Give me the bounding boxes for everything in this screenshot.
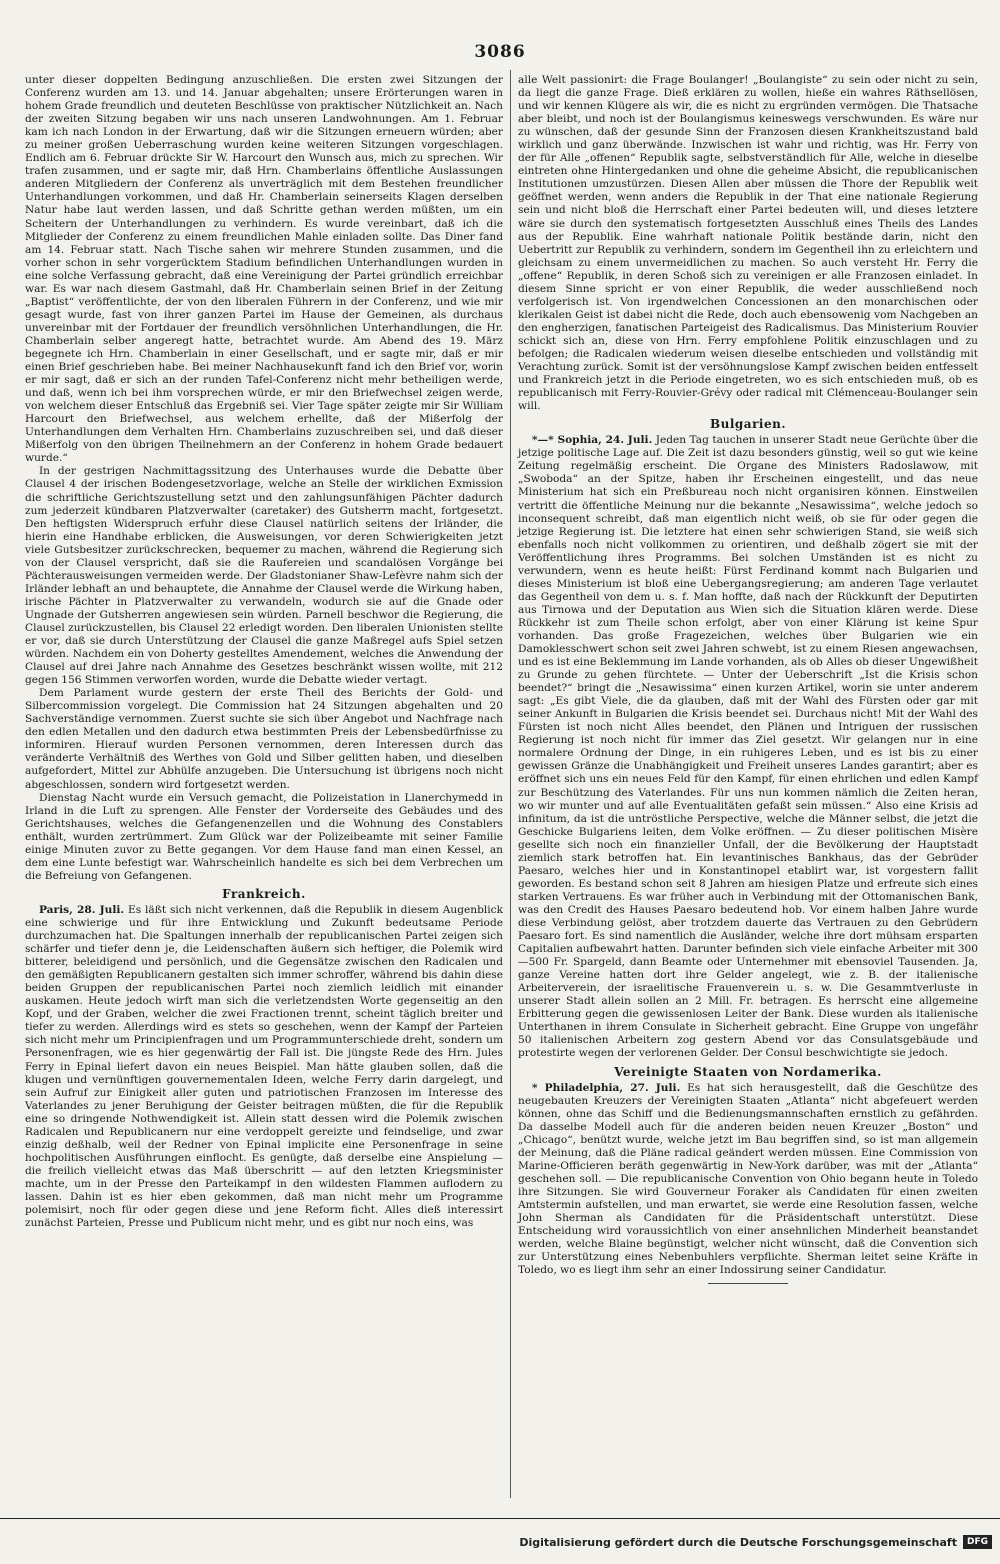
page-number: 3086 — [474, 42, 526, 62]
article-paragraph: Dem Parlament wurde gestern der erste Theil des Berichts der Gold- und Silbercommission vorgelegt. Die Commission hat 24 Sitzungen abgehalten und 20 Sachverständige vernommen. Zuerst suchte sie sich über Angebot und Nachfrage nach den edlen Metallen und den dadurch etwa bestimmten Preis der Lebensbedürfnisse zu informiren. Hierauf wurden Personen vernommen, deren Interessen durch das veränderte Verhältniß des Werthes von Gold und Silber gelitten haben, und dieselben aufgefordert, Mittel zur Abhülfe anzugeben. Die Untersuchung ist übrigens noch nicht abgeschlossen, sondern wird fortgesetzt werden. — [25, 687, 503, 791]
article-paragraph: Dienstag Nacht wurde ein Versuch gemacht, die Polizeistation in Llanerchymedd in Irland in die Luft zu sprengen. Alle Fenster der Vorderseite des Gebäudes und des Gerichtshauses, welches die Gefangenenzellen und die Wohnung des Constablers enthält, wurden zertrümmert. Zum Glück war der Polizeibeamte mit seiner Familie einige Minuten zuvor zu Bette gegangen. Vor dem Hause fand man einen Kessel, an dem eine Lunte befestigt war. Wahrscheinlich handelte es sich bei dem Verbrechen um die Befreiung von Gefangenen. — [25, 791, 503, 882]
dateline: *—* Sophia, 24. Juli. — [532, 434, 653, 447]
end-rule — [708, 1283, 788, 1284]
section-heading-usa: Vereinigte Staaten von Nordamerika. — [614, 1064, 882, 1079]
article-paragraph: alle Welt passionirt: die Frage Boulanger! „Boulangiste“ zu sein oder nicht zu sein, da liegt die ganze Frage. Dieß erklären zu wollen, hieße ein wahres Räthsellösen, und wir kennen Klügere als wir, die es nicht zu ergründen vermögen. Die Thatsache aber bleibt, und noch ist der Boulangismus keineswegs verschwunden. Es wäre nur zu wünschen, daß der gesunde Sinn der Franzosen diesen Krankheitszustand bald wirklich und ganz überwände. Inzwischen ist wahr und richtig, was Hr. Ferry von der für Alle „offenen“ Republik sagte, selbstverständlich für Alle, welche in dieselbe eintreten ohne Hintergedanken und ohne die geheime Absicht, die republicanischen Institutionen umzustürzen. Diesen Allen aber müssen die Thore der Republik weit geöffnet werden, wenn anders die Republik in der That eine nationale Regierung sein und nicht bloß die Herrschaft einer Partei bedeuten will, und dieses letztere wäre sie durch den systematisch fortgesetzten Ausschluß eines Theils des Landes aus der Republik. Eine wahrhaft nationale Politik bestände darin, nicht den Uebertritt zur Republik zu verhindern, sondern im Gegentheil ihn zu erleichtern und gleichsam zu einem unvermeidlichen zu machen. So auch versteht Hr. Ferry die „offene“ Republik, in deren Schoß sich zu vereinigen er alle Franzosen einladet. In diesem Sinne spricht er von einer Republik, die weder ausschließend noch verfolgerisch ist. Von irgendwelchen Concessionen an den monarchischen oder klerikalen Geist ist dabei nicht die Rede, doch auch ebensowenig vom Nachgeben an den engherzigen, fanatischen Parteigeist des Radicalismus. Das Ministerium Rouvier schickt sich an, diese von Hrn. Ferry empfohlene Politik einzuschlagen und zu befolgen; die Radicalen wiederum weisen dieselbe entschieden und vollständig mit Verachtung zurück. Somit ist der versöhnungslose Kampf zwischen beiden entfesselt und Frankreich jetzt in die Periode eingetreten, wo es sich entschieden muß, ob es republicanisch mit Ferry-Rouvier-Grévy oder radical mit Clémenceau-Boulanger sein will. — [518, 74, 978, 413]
footer-text: Digitalisierung gefördert durch die Deutsche Forschungsgemeinschaft — [519, 1535, 957, 1549]
section-heading-frankreich: Frankreich. — [222, 886, 306, 901]
article-paragraph — [25, 904, 503, 1230]
left-column — [25, 74, 503, 1230]
article-paragraph: unter dieser doppelten Bedingung anzuschließen. Die ersten zwei Sitzungen der Conferenz wurden am 13. und 14. Januar abgehalten; unsere Erörterungen waren in hohem Grade freundlich und deuteten Beschlüsse von praktischer Nützlichkeit an. Nach der zweiten Sitzung begaben wir uns nach unseren Landwohnungen. Am 1. Februar kam ich nach London in der Erwartung, daß wir die Sitzungen erneuern würden; aber zu meiner großen Ueberraschung wurden keine weiteren Sitzungen vorgeschlagen. Endlich am 6. Februar drückte Sir W. Harcourt den Wunsch aus, mich zu sprechen. Wir trafen zusammen, und er sagte mir, daß Hrn. Chamberlains öffentliche Auslassungen anderen Mitgliedern der Conferenz als unverträglich mit dem Bestehen freundlicher Unterhandlungen vorkommen, und daß Hr. Chamberlain seinerseits Klagen derselben Natur habe laut werden lassen, und daß Schritte gethan werden müßten, um ein Scheitern der Unterhandlungen zu verhindern. Es wurde vereinbart, daß ich die Mitglieder der Conferenz zu einem freundlichen Mahle einladen sollte. Das Diner fand am 14. Februar statt. Nach Tische sahen wir mehrere Stunden zusammen, und die vorher schon in sehr vorgerücktem Stadium befindlichen Unterhandlungen wurden in eine solche Verfassung gebracht, daß eine Vereinigung der Partei gründlich erreichbar war. Es war nach diesem Gastmahl, daß Hr. Chamberlain seinen Brief in der Zeitung „Baptist“ veröffentlichte, der von den liberalen Führern in der Conferenz, und wie mir gesagt wurde, fast von ihrer ganzen Partei im Hause der Gemeinen, als durchaus unvereinbar mit der Fortdauer der freundlich versöhnlichen Unterhandlungen, die Hr. Chamberlain selber angeregt hatte, betrachtet wurde. Am Abend des 19. März begegnete ich Hrn. Chamberlain in einer Gesellschaft, und er sagte mir, daß er mir einen Brief geschrieben habe. Bei meiner Nachhausekunft fand ich den Brief vor, worin er mir sagt, daß er sich an der runden Tafel-Conferenz nicht mehr betheiligen werde, und daß, wenn ich bei ihm vorsprechen würde, er mir den Briefwechsel zeigen werde, von welchem dieser Entschluß das Ergebniß sei. Vier Tage später zeigte mir Sir William Harcourt den Briefwechsel, aus welchem erhellte, daß der Mißerfolg der Unterhandlungen dem Verhalten Hrn. Chamberlains zuzuschreiben sei, und daß dieser Mißerfolg von den übrigen Theilnehmern an der Conferenz in hohem Grade bedauert wurde.“ — [25, 74, 503, 465]
footer-divider — [0, 1518, 1000, 1519]
footer — [519, 1535, 992, 1549]
article-paragraph — [518, 434, 978, 1060]
article-text: Jeden Tag tauchen in unserer Stadt neue Gerüchte über die jetzige politische Lage auf. Die Zeit ist dazu besonders günstig, weil so gut wie keine Zeitung regelmäßig erscheint. Die Organe des Ministers Radoslawow, mit „Swoboda“ an der Spitze, haben ihr Erscheinen eingestellt, und das neue Ministerium hat sich ein Preßbureau noch nicht organisiren können. Einstweilen vertritt die öffentliche Meinung nur die bekannte „Nesawissima“, welche jedoch so inconsequent schreibt, daß man eigentlich nicht weiß, ob sie für oder gegen die jetzige Regierung ist. Die letztere hat einen sehr schwierigen Stand, sie weiß sich ebenfalls noch nicht vollkommen zu orientiren, und deßhalb zögert sie mit der Veröffentlichung ihres Programms. Bei solchen Umständen ist es nicht zu verwundern, wenn es heute heißt: Fürst Ferdinand kommt nach Bulgarien und dieses Ministerium ist bloß eine Uebergangsregierung; am anderen Tage verlautet das Gegentheil von dem u. s. f. Man hoffte, daß nach der Rückkunft der Deputirten aus Tirnowa und der Deputation aus Wien sich die Situation klären werde. Diese Rückkehr ist zum Theile schon erfolgt, aber von einer Klärung ist keine Spur vorhanden. Das große Fragezeichen, welches über Bulgarien wie ein Damoklesschwert schon seit zwei Jahren schwebt, ist zu einem Riesen angewachsen, und es ist eine Beklemmung im Lande vorhanden, als ob Alles ob dieser Ungewißheit zu Grunde zu gehen fürchtete. — Unter der Ueberschrift „Ist die Krisis schon beendet?“ bringt die „Nesawissima“ einen kurzen Artikel, worin sie unter anderem sagt: „Es gibt Viele, die da glauben, daß mit der Wahl des Fürsten oder gar mit seiner Ankunft in Bulgarien die Krisis beendet sei. Durchaus nicht! Mit der Wahl des Fürsten ist noch nicht Alles beendet, den Plänen und Intriguen der russischen Regierung ist noch nicht für immer das Ziel gesetzt. Wir gelangen nur in eine normalere Ordnung der Dinge, in ein ruhigeres Leben, und es ist bis zu einer gewissen Gränze die Unabhängigkeit und Freiheit unseres Landes garantirt; aber es eröffnet sich uns ein neues Feld für den Kampf, für einen ehrlichen und edlen Kampf zur Beschützung des Vaterlandes. Für uns nun kommen nämlich die Zeiten heran, wo wir munter und auf alle Eventualitäten gefaßt sein müssen.“ Also eine Krisis ad infinitum, da ist die untröstliche Perspective, welche die Männer selbst, die jetzt die Geschicke Bulgariens leiten, dem Volke eröffnen. — Zu dieser politischen Misère gesellte sich noch ein finanzieller Unfall, der die Bevölkerung der Hauptstadt ziemlich stark betroffen hat. Ein levantinisches Bankhaus, das der Gebrüder Paesaro, welches hier und in Konstantinopel etablirt war, ist vorgestern fallit geworden. Es bestand schon seit 8 Jahren am hiesigen Platze und erfreute sich eines starken Vertrauens. Es war früher auch in Verbindung mit der Ottomanischen Bank, was den Credit des Hauses Paesaro bedeutend hob. Vor einem halben Jahre wurde diese Verbindung gelöst, aber trotzdem dauerte das Vertrauen zu den Gebrüdern Paesaro fort. Es sind namentlich die Ausländer, welche ihre dort mühsam ersparten Capitalien aufbewahrt hatten. Darunter befinden sich viele einfache Arbeiter mit 300—500 Fr. Spargeld, dann Beamte oder Unternehmer mit ebensoviel Tausenden. Ja, ganze Vereine hatten dort ihre Gelder angelegt, wie z. B. der italienische Arbeiterverein, der israelitische Frauenverein u. s. w. Die Gesammtverluste in unserer Stadt allein sollen an 2 Mill. Fr. betragen. Es herrscht eine allgemeine Erbitterung gegen die gewissenlosen Leiter der Bank. Diese wurden als italienische Unterthanen in ihrem Consulate in Sicherheit gebracht. Eine Gruppe von ungefähr 50 italienischen Arbeitern zog gestern Abend vor das Consulatsgebäude und protestirte wegen der verlorenen Gelder. Der Consul beschwichtigte sie jedoch. — [518, 434, 978, 1060]
dateline: Paris, 28. Juli. — [39, 903, 125, 916]
article-text: Es hat sich herausgestellt, daß die Geschütze des neugebauten Kreuzers der Vereinigten Staaten „Atlanta“ nicht abgefeuert werden können, ohne das Schiff und die Bedienungsmannschaften ernstlich zu gefährden. Da dasselbe Modell auch für die anderen beiden neuen Kreuzer „Boston“ und „Chicago“, benützt wurde, welche jetzt im Bau begriffen sind, so ist man allgemein der Meinung, daß die Pläne radical geändert werden müssen. Eine Commission von Marine-Officieren beräth gegenwärtig in New-York darüber, was mit der „Atlanta“ geschehen soll. — Die republicanische Convention von Ohio begann heute in Toledo ihre Sitzungen. Sie wird Gouverneur Foraker als Candidaten für einen zweiten Amtstermin aufstellen, und man erwartet, sie werde eine Resolution fassen, welche John Sherman als Candidaten für die Präsidentschaft unterstützt. Diese Entscheidung wird voraussichtlich von einer ansehnlichen Minderheit beanstandet werden, welche Blaine begünstigt, welcher nicht wünscht, daß die Convention sich zur Unterstützung eines Nebenbuhlers verpflichte. Sherman leitet seine Kräfte in Toledo, wo es liegt ihm sehr an einer Indossirung seiner Candidatur. — [518, 1081, 978, 1277]
column-divider — [510, 70, 511, 1498]
article-text: Es läßt sich nicht verkennen, daß die Republik in diesem Augenblick eine schwierige und für ihre Entwicklung und Zukunft bedeutsame Periode durchzumachen hat. Die Spaltungen innerhalb der republicanischen Partei zeigen sich schärfer und tiefer denn je, die Leidenschaften äußern sich heftiger, die Polemik wird bitterer, beleidigend und persönlich, und die Gegensätze zwischen den Radicalen und den gemäßigten Republicanern gestalten sich immer schroffer, während bis dahin diese beiden Gruppen der republicanischen Partei noch ziemlich leidlich mit einander auskamen. Heute jedoch wirft man sich die verletzendsten Worte gegenseitig an den Kopf, und der Graben, welcher die zwei Fractionen trennt, scheint täglich breiter und tiefer zu werden. Allerdings wird es stets so geschehen, wenn der Kampf der Parteien sich nicht mehr um Principienfragen und um Programmunterschiede dreht, sondern um Personenfragen, wie es hier gegenwärtig der Fall ist. Die jüngste Rede des Hrn. Jules Ferry in Epinal liefert davon ein neues Beispiel. Man hätte glauben sollen, daß die klugen und vernünftigen gouvernementalen Ideen, welche Ferry darin dargelegt, und sein Aufruf zur Einigkeit aller guten und patriotischen Franzosen im Interesse des Vaterlandes zu jener Beruhigung der Geister beitragen müßten, die für die Republik eine so dringende Nothwendigkeit ist. Allein statt dessen wird die Polemik zwischen Radicalen und Republicanern nur eine verdoppelt gereizte und feindselige, und zwar einzig deßhalb, weil der Redner von Epinal implicite eine Personenfrage in seine hochpolitischen Ausführungen einflocht. Es genügte, daß derselbe eine Anspielung — die freilich vielleicht etwas das Maß überschritt — auf den letzten Kriegsminister machte, um in der Presse den Parteikampf in den wildesten Flammen auflodern zu lassen. Dahin ist es hier eben gekommen, daß man nicht mehr um Programme polemisirt, noch für oder gegen diese und jene Reform ficht. Alles dieß interessirt zunächst Parteien, Presse und Publicum nicht mehr, und es gibt nur noch eins, was — [25, 903, 504, 1230]
article-paragraph — [518, 1082, 978, 1278]
article-paragraph: In der gestrigen Nachmittagssitzung des Unterhauses wurde die Debatte über Clausel 4 der irischen Bodengesetzvorlage, welche an Stelle der wirklichen Exmission die schriftliche Gerichtszustellung setzt und den zahlungsunfähigen Pächter dadurch zum jederzeit kündbaren Platzverwalter (caretaker) des Gutsherrn macht, fortgesetzt. Den heftigsten Widerspruch erfuhr diese Clausel natürlich seitens der Irländer, die hierin eine Handhabe erblicken, die Ausweisungen, vor deren Schwierigkeiten jetzt viele Gutsbesitzer zurückschrecken, bequemer zu machen, während die Regierung sich von der Clausel verspricht, daß sie die Raufereien und scandalösen Vorgänge bei Pächterausweisungen vermeiden werde. Der Gladstonianer Shaw-Lefèvre nahm sich der Irländer lebhaft an und behauptete, die Annahme der Clausel werde die Wirkung haben, irische Pächter in Platzverwalter zu verwandeln, wodurch sie auf die Gnade oder Ungnade der Gutsherren angewiesen sein würden. Parnell beschwor die Regierung, die Clausel zurückzustellen, bis Clausel 22 erledigt worden. Den liberalen Unionisten stellte er vor, daß sie durch Unterstützung der Clausel die ganze Maßregel aufs Spiel setzen würden. Nachdem ein von Doherty gestelltes Amendement, welches die Anwendung der Clausel auf drei Jahre nach Annahme des Gesetzes beschränkt wissen wollte, mit 212 gegen 156 Stimmen verworfen worden, wurde die Debatte wieder vertagt. — [25, 465, 503, 687]
section-heading-bulgarien: Bulgarien. — [709, 417, 786, 432]
right-column — [518, 74, 978, 1284]
dateline: * Philadelphia, 27. Juli. — [532, 1081, 681, 1094]
dfg-logo: DFG — [963, 1535, 992, 1549]
